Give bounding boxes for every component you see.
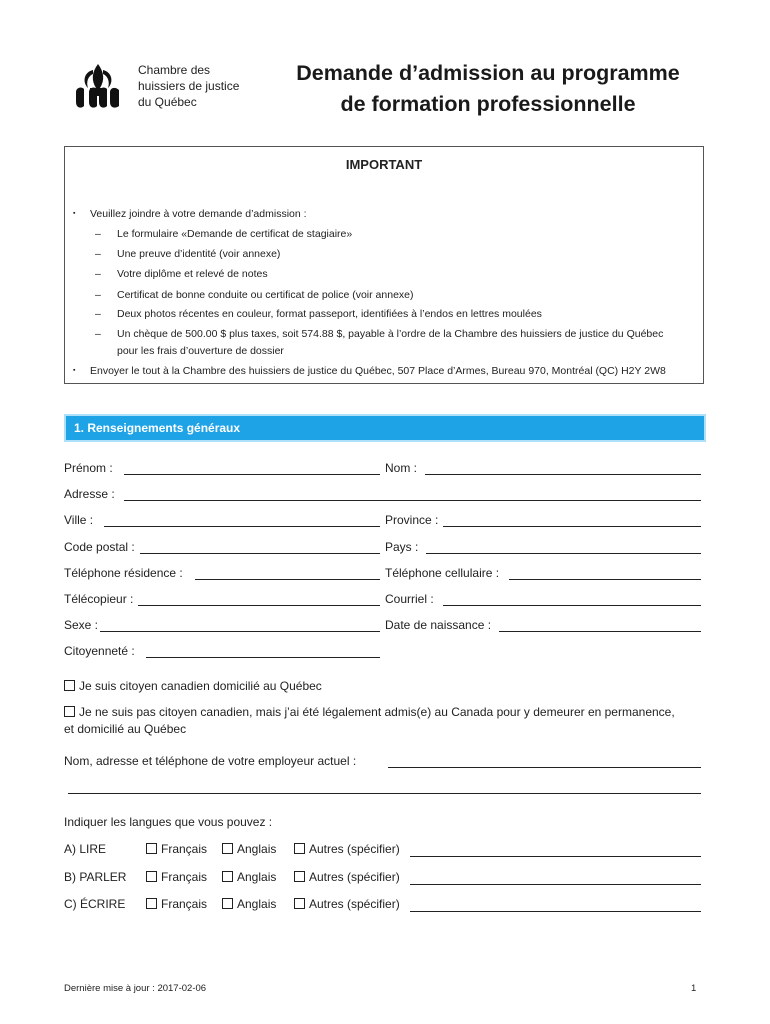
checkbox-icon[interactable] [294, 843, 305, 854]
checkbox-icon[interactable] [222, 871, 233, 882]
item-text: Un chèque de 500.00 $ plus taxes, soit 574.88 $, payable à l’ordre de la Chambre des huissiers de justice du Québec [117, 328, 664, 340]
org-line-2: huissiers de justice [138, 79, 240, 93]
checkbox-icon[interactable] [294, 871, 305, 882]
province-input[interactable] [443, 526, 701, 527]
courriel-input[interactable] [443, 605, 701, 606]
square-bullet-icon: ▪ [73, 367, 76, 374]
label-telecopieur: Télécopieur : [64, 592, 134, 606]
language-row-label: A) LIRE [64, 842, 107, 856]
item-text-continued: pour les frais d’ouverture de dossier [117, 345, 284, 357]
section-header: 1. Renseignements généraux [64, 414, 706, 442]
dash-icon: – [95, 328, 101, 340]
checkbox-icon[interactable] [222, 898, 233, 909]
page-number: 1 [691, 983, 697, 994]
option-anglais-label: Anglais [237, 842, 277, 856]
intro-text: Veuillez joindre à votre demande d’admission : [90, 208, 307, 220]
title-line-1: Demande d’admission au programme [296, 61, 680, 85]
citizen-option-2[interactable] [64, 704, 714, 738]
citoyennete-input[interactable] [146, 657, 380, 658]
option-autres-label: Autres (spécifier) [309, 842, 400, 856]
date-naissance-input[interactable] [499, 631, 701, 632]
option-autres-label: Autres (spécifier) [309, 897, 400, 911]
item-text: Le formulaire «Demande de certificat de stagiaire» [117, 228, 353, 240]
option-francais-label: Français [161, 897, 208, 911]
tel-residence-input[interactable] [195, 579, 380, 580]
label-sexe: Sexe : [64, 618, 99, 632]
important-heading: IMPORTANT [345, 157, 423, 172]
square-bullet-icon: ▪ [73, 210, 76, 217]
nom-input[interactable] [425, 474, 701, 475]
option-autres[interactable] [294, 841, 400, 857]
title-line-2: de formation professionnelle [340, 92, 636, 116]
autres-ecrire-input[interactable] [410, 911, 701, 912]
option-anglais[interactable] [222, 896, 276, 912]
checkbox-icon[interactable] [146, 898, 157, 909]
option-autres[interactable] [294, 869, 400, 885]
label-citoyennete: Citoyenneté : [64, 644, 135, 658]
option-francais-label: Français [161, 842, 208, 856]
item-text: Deux photos récentes en couleur, format passeport, identifiées à l’endos en lettres moulées [117, 308, 542, 320]
send-to-text: Envoyer le tout à la Chambre des huissiers de justice du Québec, 507 Place d’Armes, Bureau 970, Montréal (QC) H2Y 2W8 [90, 365, 666, 377]
checkbox-icon[interactable] [64, 680, 75, 691]
employer-input-line-2[interactable] [68, 793, 701, 794]
option-francais-label: Français [161, 870, 208, 884]
org-line-1: Chambre des [138, 63, 211, 77]
label-tel-cellulaire: Téléphone cellulaire : [385, 566, 500, 580]
citizen-option-2-label-line1: Je ne suis pas citoyen canadien, mais j’ai été légalement admis(e) au Canada pour y demeurer en permanence, [79, 705, 675, 719]
label-adresse: Adresse : [64, 487, 115, 501]
org-line-3: du Québec [138, 95, 197, 109]
page-title [278, 58, 698, 120]
telecopieur-input[interactable] [138, 605, 380, 606]
checkbox-icon[interactable] [146, 843, 157, 854]
autres-parler-input[interactable] [410, 884, 701, 885]
label-courriel: Courriel : [385, 592, 434, 606]
label-tel-residence: Téléphone résidence : [64, 566, 183, 580]
sexe-input[interactable] [100, 631, 380, 632]
citizen-option-2-label-line2: et domicilié au Québec [64, 722, 187, 736]
important-box [64, 146, 704, 384]
checkbox-icon[interactable] [64, 706, 75, 717]
label-pays: Pays : [385, 540, 419, 554]
label-province: Province : [385, 513, 439, 527]
citizen-option-1[interactable] [64, 678, 322, 695]
checkbox-icon[interactable] [294, 898, 305, 909]
dash-icon: – [95, 228, 101, 240]
option-autres-label: Autres (spécifier) [309, 870, 400, 884]
dash-icon: – [95, 308, 101, 320]
option-anglais[interactable] [222, 841, 276, 857]
checkbox-icon[interactable] [146, 871, 157, 882]
prenom-input[interactable] [124, 474, 380, 475]
organization-name [138, 62, 239, 110]
pays-input[interactable] [426, 553, 701, 554]
option-anglais-label: Anglais [237, 870, 277, 884]
label-languages: Indiquer les langues que vous pouvez : [64, 815, 273, 829]
checkbox-icon[interactable] [222, 843, 233, 854]
option-anglais[interactable] [222, 869, 276, 885]
label-code-postal: Code postal : [64, 540, 135, 554]
code-postal-input[interactable] [140, 553, 380, 554]
citizen-option-1-label: Je suis citoyen canadien domicilié au Québec [79, 679, 322, 693]
item-text: Votre diplôme et relevé de notes [117, 268, 268, 280]
label-nom: Nom : [385, 461, 418, 475]
chambre-logo [72, 62, 124, 112]
item-text: Certificat de bonne conduite ou certificat de police (voir annexe) [117, 289, 414, 301]
label-date-naissance: Date de naissance : [385, 618, 492, 632]
option-francais[interactable] [146, 896, 207, 912]
employer-input-line-1[interactable] [388, 767, 701, 768]
footer-updated: Dernière mise à jour : 2017-02-06 [64, 983, 207, 994]
label-prenom: Prénom : [64, 461, 113, 475]
item-text: Une preuve d’identité (voir annexe) [117, 248, 281, 260]
language-row-label: B) PARLER [64, 870, 127, 884]
option-anglais-label: Anglais [237, 897, 277, 911]
option-autres[interactable] [294, 896, 400, 912]
dash-icon: – [95, 289, 101, 301]
label-ville: Ville : [64, 513, 94, 527]
language-row-label: C) ÉCRIRE [64, 897, 126, 911]
tel-cellulaire-input[interactable] [509, 579, 701, 580]
dash-icon: – [95, 248, 101, 260]
label-employer: Nom, adresse et téléphone de votre employeur actuel : [64, 754, 357, 768]
option-francais[interactable] [146, 841, 207, 857]
dash-icon: – [95, 268, 101, 280]
ville-input[interactable] [104, 526, 380, 527]
autres-lire-input[interactable] [410, 856, 701, 857]
option-francais[interactable] [146, 869, 207, 885]
adresse-input[interactable] [124, 500, 701, 501]
